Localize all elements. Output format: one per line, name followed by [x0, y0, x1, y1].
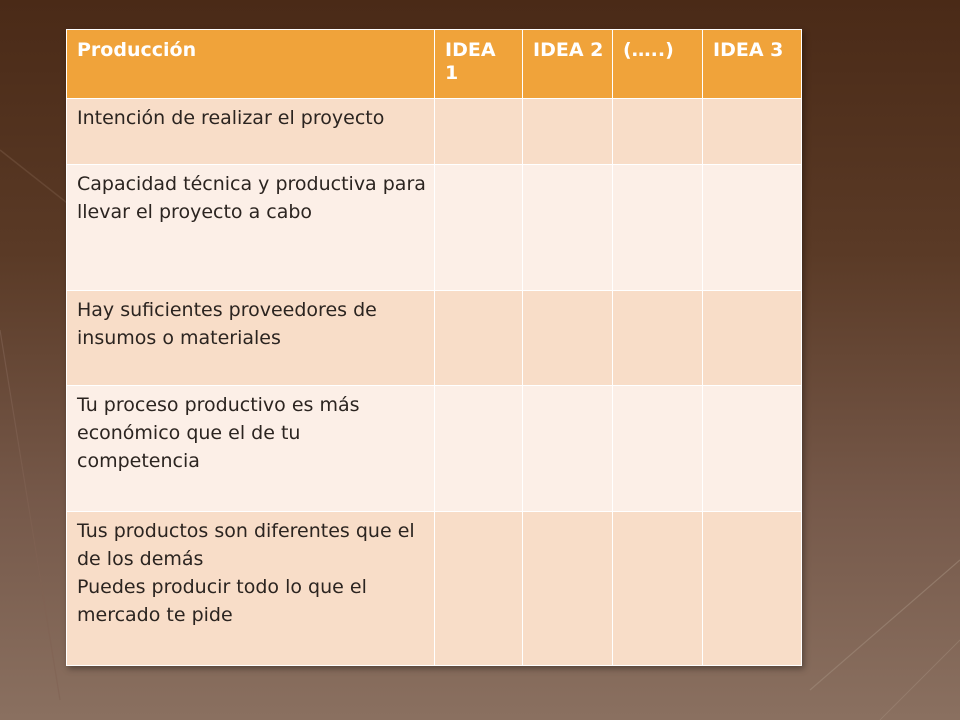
table-cell [703, 99, 802, 165]
production-table [66, 29, 802, 666]
table-cell [523, 291, 613, 386]
table-cell [435, 291, 523, 386]
table-cell [613, 512, 703, 666]
row-label: Intención de realizar el proyecto [67, 99, 435, 165]
header-idea-2: IDEA 2 [523, 30, 613, 99]
header-produccion: Producción [67, 30, 435, 99]
table-row [67, 386, 802, 512]
table-header-row [67, 30, 802, 99]
table-cell [703, 165, 802, 291]
table-cell [435, 512, 523, 666]
table-cell [613, 99, 703, 165]
table-cell [435, 99, 523, 165]
table-cell [523, 512, 613, 666]
table-cell [435, 386, 523, 512]
table-row [67, 165, 802, 291]
table-cell [523, 165, 613, 291]
table-row [67, 512, 802, 666]
table-cell [703, 512, 802, 666]
row-label: Tus productos son diferentes que el de los demás Puedes producir todo lo que el mercado te pide [67, 512, 435, 666]
table-cell [613, 386, 703, 512]
header-idea-1: IDEA 1 [435, 30, 523, 99]
table-cell [613, 291, 703, 386]
table-row [67, 99, 802, 165]
table-row [67, 291, 802, 386]
table-cell [703, 386, 802, 512]
table-cell [703, 291, 802, 386]
table-cell [435, 165, 523, 291]
row-label: Tu proceso productivo es más económico que el de tu competencia [67, 386, 435, 512]
row-label: Hay suficientes proveedores de insumos o materiales [67, 291, 435, 386]
table-cell [523, 99, 613, 165]
header-idea-3: IDEA 3 [703, 30, 802, 99]
table-cell [613, 165, 703, 291]
table-cell [523, 386, 613, 512]
row-label: Capacidad técnica y productiva para llevar el proyecto a cabo [67, 165, 435, 291]
header-ellipsis: (…..) [613, 30, 703, 99]
